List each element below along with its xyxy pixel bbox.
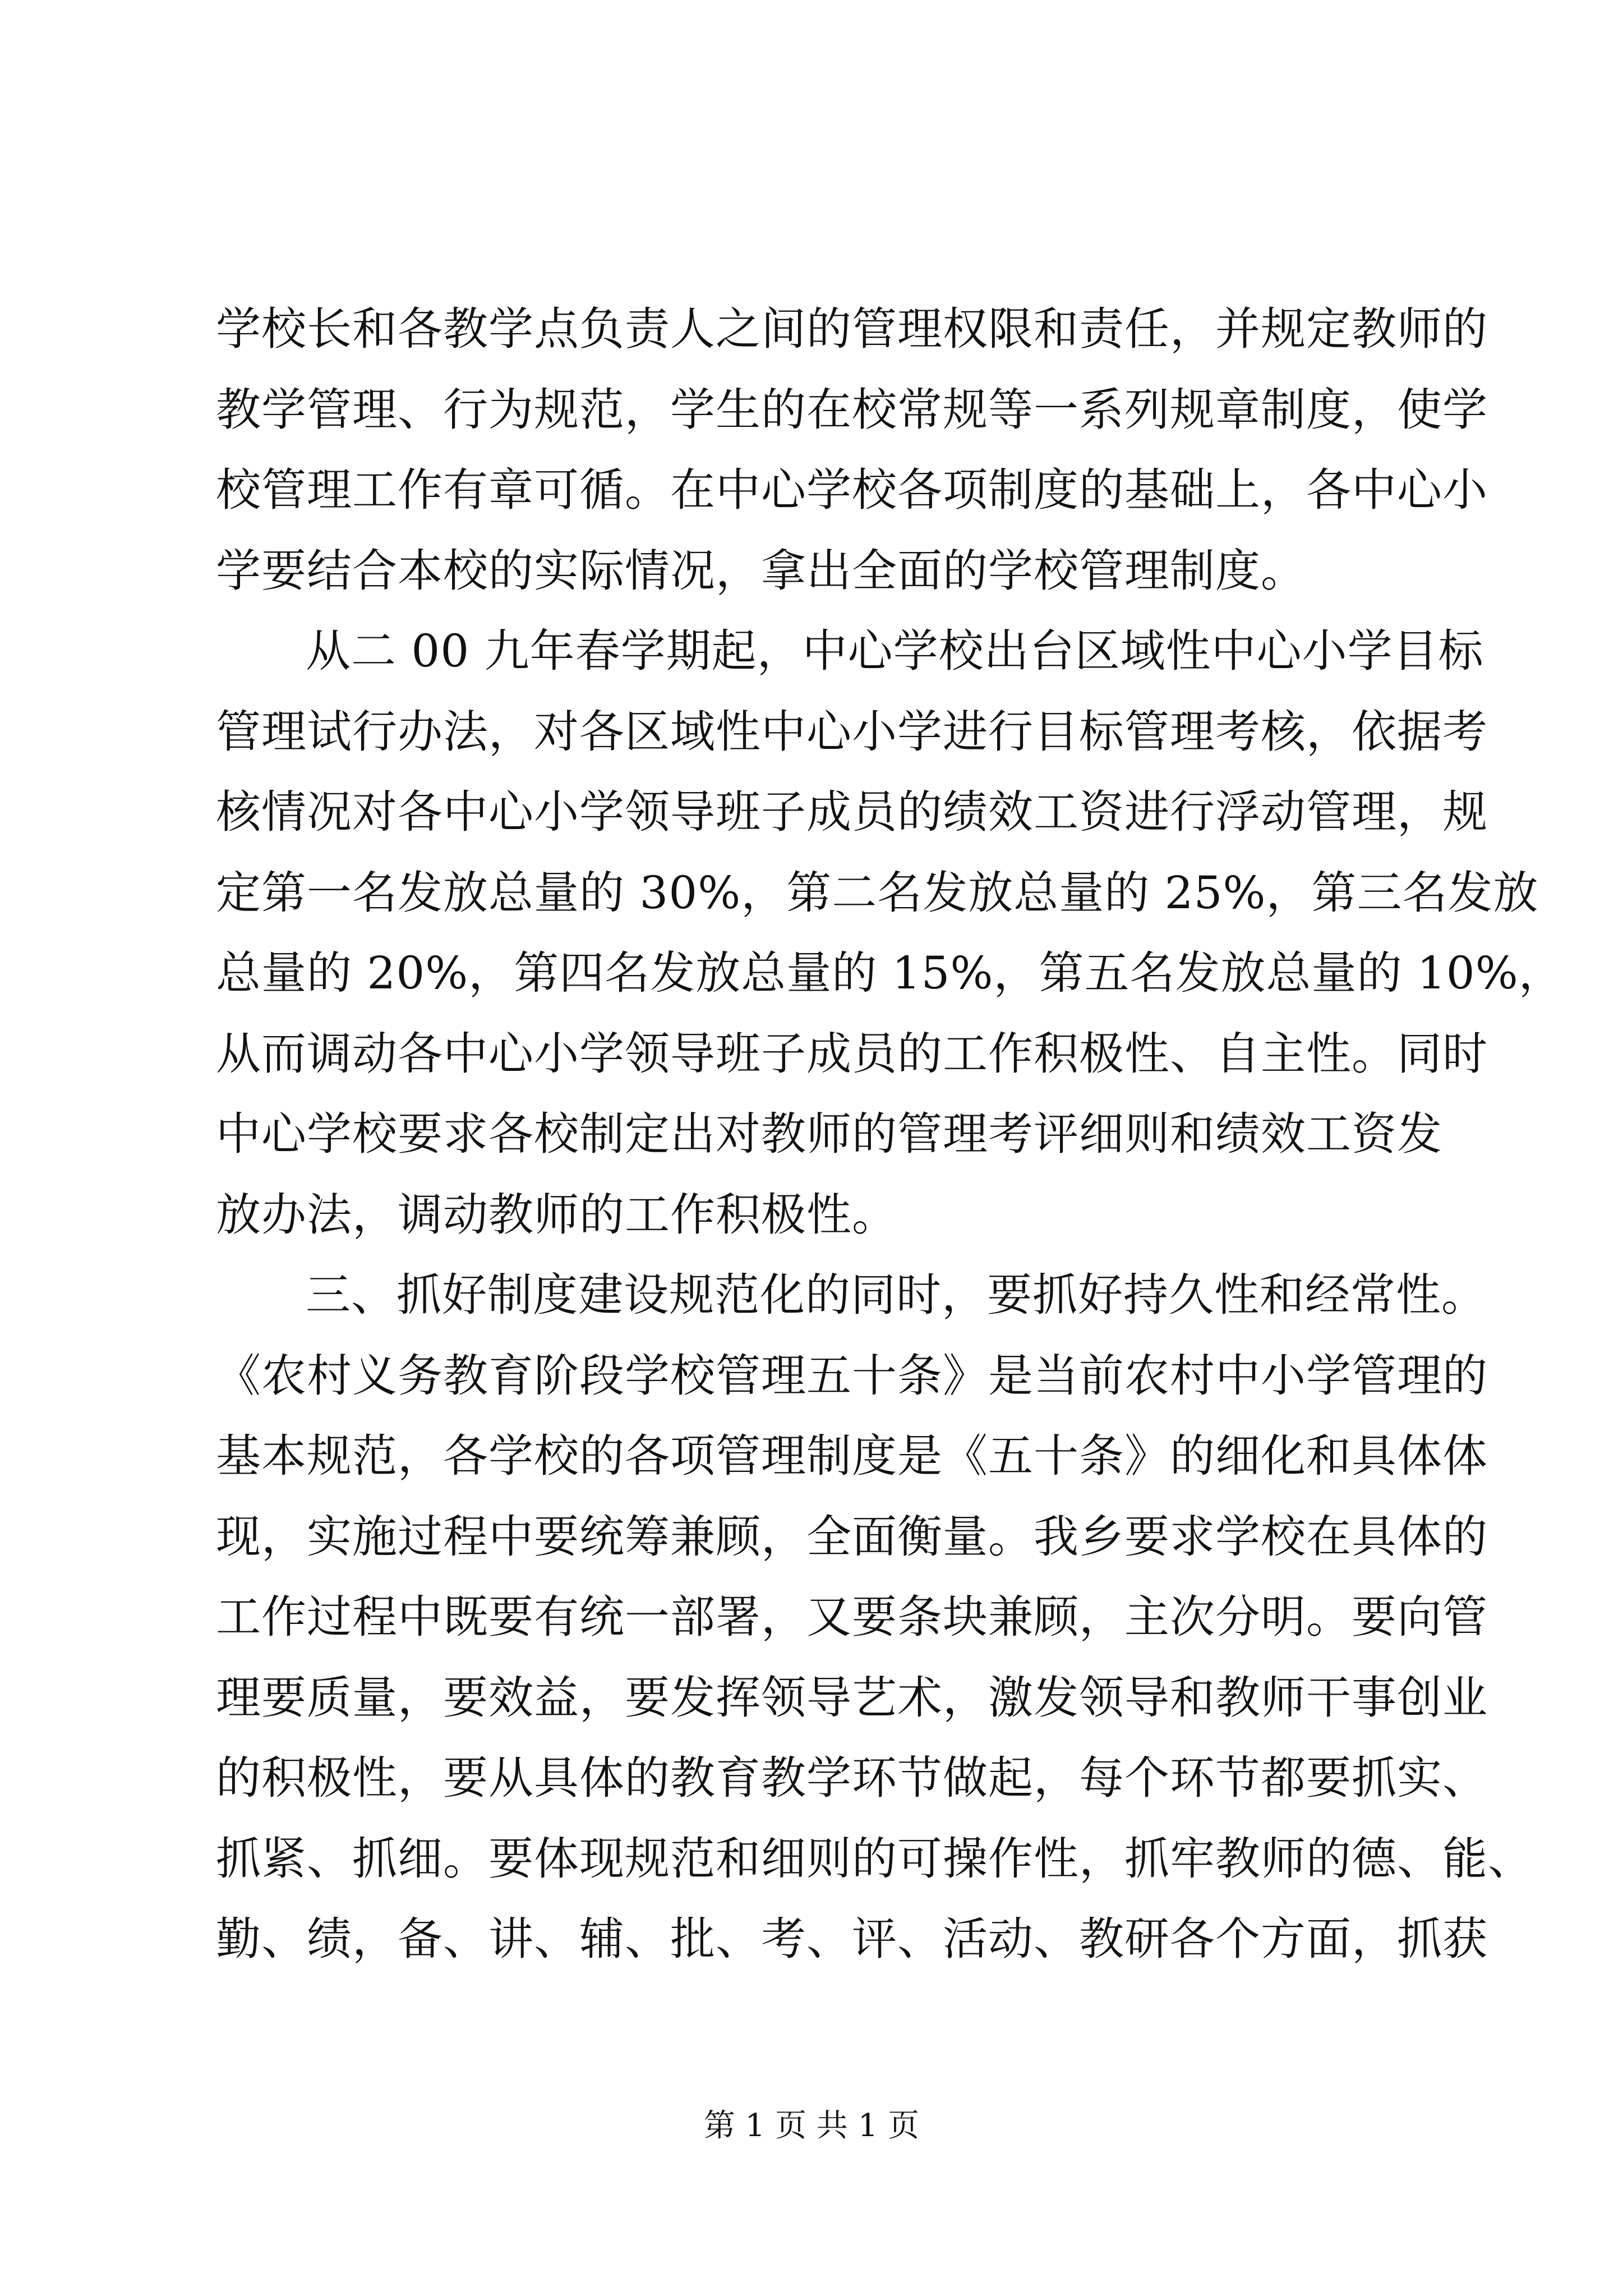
text-line: 理要质量，要效益，要发挥领导艺术，激发领导和教师干事创业 <box>216 1671 1488 1724</box>
text-line: 现，实施过程中要统筹兼顾，全面衡量。我乡要求学校在具体的 <box>216 1510 1488 1563</box>
text-line: 《农村义务教育阶段学校管理五十条》是当前农村中小学管理的 <box>216 1349 1488 1402</box>
text-line: 工作过程中既要有统一部署，又要条块兼顾，主次分明。要向管 <box>216 1591 1488 1643</box>
text-line: 从而调动各中心小学领导班子成员的工作积极性、自主性。同时 <box>216 1027 1488 1080</box>
text-line: 教学管理、行为规范，学生的在校常规等一系列规章制度，使学 <box>216 383 1488 436</box>
text-line: 三、抓好制度建设规范化的同时，要抓好持久性和经常性。 <box>306 1269 1487 1321</box>
text-line: 校管理工作有章可循。在中心学校各项制度的基础上，各中心小 <box>216 464 1488 516</box>
text-line: 中心学校要求各校制定出对教师的管理考评细则和绩效工资发 <box>216 1108 1442 1160</box>
text-line: 学要结合本校的实际情况，拿出全面的学校管理制度。 <box>216 544 1306 597</box>
text-line: 放办法，调动教师的工作积极性。 <box>216 1188 897 1241</box>
text-line: 从二 00 九年春学期起，中心学校出台区域性中心小学目标 <box>306 625 1484 677</box>
page-footer: 第 1 页 共 1 页 <box>703 2108 920 2144</box>
document-body <box>216 289 1564 1980</box>
text-line: 抓紧、抓细。要体现规范和细则的可操作性，抓牢教师的德、能、 <box>216 1832 1533 1885</box>
text-line: 定第一名发放总量的 30%，第二名发放总量的 25%，第三名发放 <box>216 866 1539 919</box>
text-line: 核情况对各中心小学领导班子成员的绩效工资进行浮动管理，规 <box>216 786 1488 838</box>
text-line: 总量的 20%，第四名发放总量的 15%，第五名发放总量的 10%， <box>216 947 1564 999</box>
text-line: 基本规范，各学校的各项管理制度是《五十条》的细化和具体体 <box>216 1430 1488 1482</box>
text-line: 管理试行办法，对各区域性中心小学进行目标管理考核，依据考 <box>216 705 1488 758</box>
text-line: 学校长和各教学点负责人之间的管理权限和责任，并规定教师的 <box>216 303 1488 355</box>
text-line: 的积极性，要从具体的教育教学环节做起，每个环节都要抓实、 <box>216 1752 1488 1804</box>
text-line: 勤、绩，备、讲、辅、批、考、评、活动、教研各个方面，抓获 <box>216 1913 1488 1965</box>
